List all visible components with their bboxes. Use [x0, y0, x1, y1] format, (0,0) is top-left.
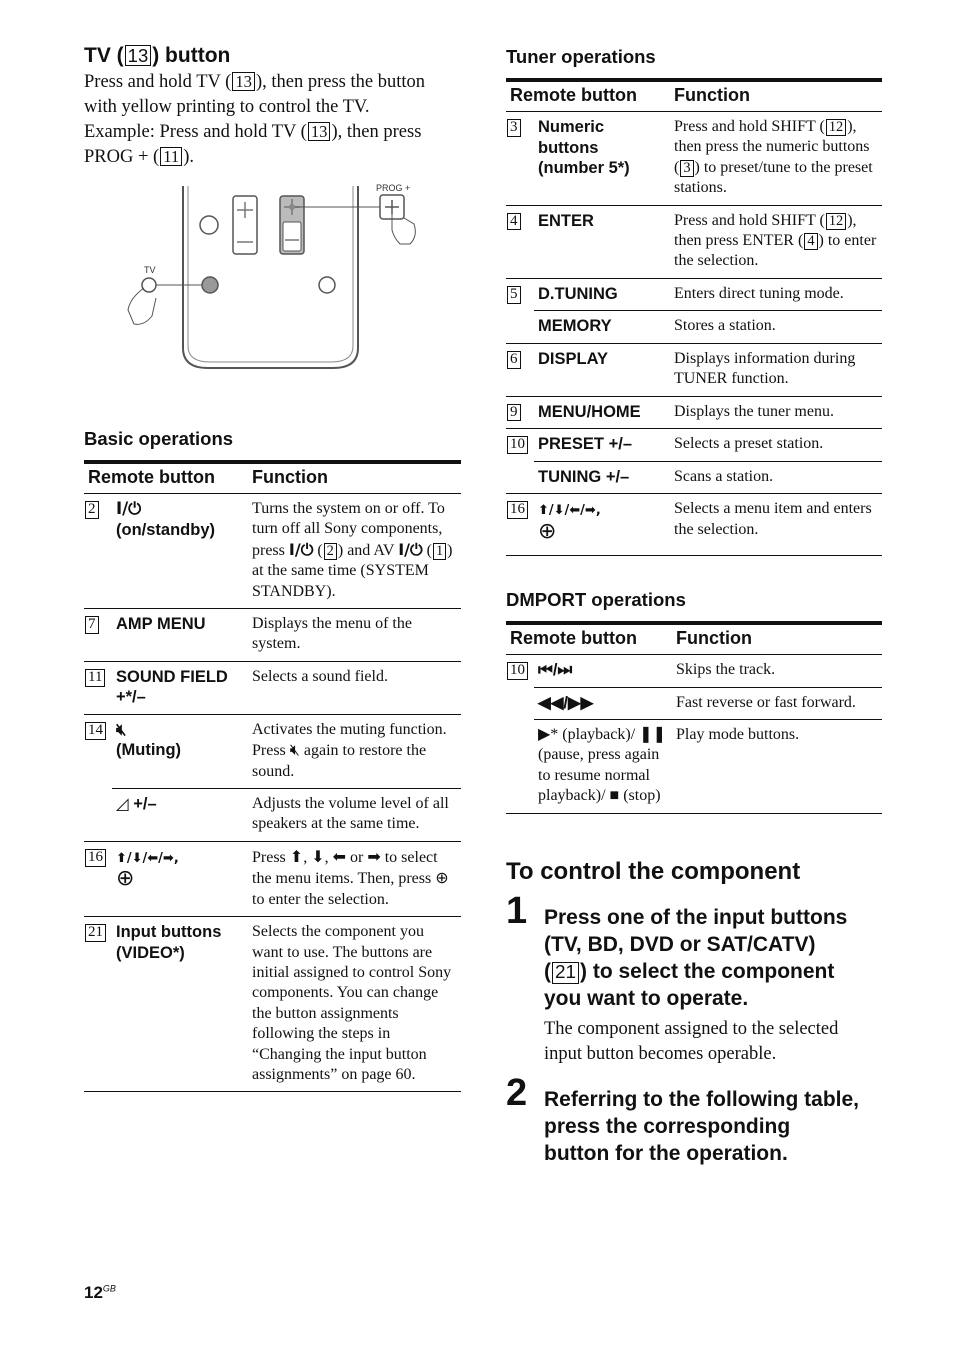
mute-icon: 🔇︎	[116, 719, 127, 739]
control-heading: To control the component	[506, 858, 801, 885]
table-row: 7 AMP MENU Displays the menu of the system.	[84, 609, 461, 662]
volume-icon: ◿	[116, 794, 129, 814]
table-row: 16 ⬆/⬇/⬅/➡, ⊕ Selects a menu item and enters the selection.	[506, 494, 882, 556]
col-header: Function	[248, 462, 461, 494]
remote-illustration	[118, 178, 438, 378]
table-row: 16 ⬆/⬇/⬅/➡, ⊕ Press ⬆, ⬇, ⬅ or ➡ to select the menu items. Then, press ⊕ to enter the selection.	[84, 841, 461, 916]
enter-icon: ⊕	[116, 866, 135, 892]
table-row: 11 SOUND FIELD +*/– Selects a sound field.	[84, 661, 461, 714]
table-row: 9 MENU/HOME Displays the tuner menu.	[506, 396, 882, 429]
dmport-operations-title: DMPORT operations	[506, 589, 686, 610]
table-row: MEMORY Stores a station.	[506, 311, 882, 344]
tv-label: TV	[144, 265, 156, 275]
tv-button-heading: TV ( 13 ) button	[84, 44, 231, 67]
table-row: 10 PRESET +/– Selects a preset station.	[506, 429, 882, 462]
mute-icon: 🔇︎	[289, 740, 300, 760]
page-number: $12^{GB}$	[84, 1283, 116, 1302]
step-2-text: Referring to the following table, press the corresponding button for the operation.	[544, 1088, 859, 1165]
tuner-operations-table	[506, 78, 882, 556]
table-row: TUNING +/– Scans a station.	[506, 461, 882, 494]
dmport-operations-table	[506, 621, 882, 814]
tuner-operations-title: Tuner operations	[506, 46, 656, 67]
col-header: Remote button	[506, 623, 672, 655]
col-header: Function	[672, 623, 882, 655]
step-1-text: Press one of the input buttons (TV, BD, DVD or SAT/CATV) ( 21 ) to select the component you want to operate.	[544, 906, 848, 1010]
basic-operations-table	[84, 460, 461, 1092]
step-1-body: The component assigned to the selected input button becomes operable.	[544, 1019, 839, 1064]
table-row: 10 ⏮/⏭ Skips the track.	[506, 655, 882, 688]
col-header: Remote button	[84, 462, 248, 494]
table-row: ◀◀/▶▶ Fast reverse or fast forward.	[506, 687, 882, 720]
prog-plus-label: PROG +	[376, 183, 411, 193]
step-2-number: 2	[506, 1072, 528, 1114]
table-row: 3 Numeric buttons (number 5*) Press and hold SHIFT ( 12 ), then press the numeric buttons ( 3 ) to preset/tune to the preset stations.	[506, 112, 882, 206]
col-header: Function	[670, 80, 882, 112]
table-row: ▶* (playback)/ ❚❚ (pause, press again to resume normal playback)/ ■ (stop) Play mode buttons.	[506, 720, 882, 814]
table-row: 5 D.TUNING Enters direct tuning mode.	[506, 278, 882, 311]
table-row: ◿ +/– Adjusts the volume level of all speakers at the same time.	[84, 789, 461, 842]
table-row: 2 I/⏻ (on/standby) Turns the system on or off. To turn off all Sony components, press I/⏻ ( 2 ) and AV I/⏻ ( 1 ) at the same time (SYSTEM STANDBY).	[84, 494, 461, 609]
basic-operations-title: Basic operations	[84, 428, 234, 449]
col-header: Remote button	[506, 80, 670, 112]
table-row: 21 Input buttons (VIDEO*) Selects the component you want to use. The buttons are initial assigned to control Sony components. You can change the button assignments following the steps in “Changing the input button assignments” on page 60.	[84, 917, 461, 1092]
table-row: 6 DISPLAY Displays information during TUNER function.	[506, 343, 882, 396]
table-row: 4 ENTER Press and hold SHIFT ( 12 ), then press ENTER ( 4 ) to enter the selection.	[506, 205, 882, 278]
enter-icon: ⊕	[538, 518, 557, 544]
table-row: 14 🔇︎ (Muting) Activates the muting function. Press 🔇︎ again to restore the sound.	[84, 714, 461, 788]
tv-instructions: Press and hold TV ( 13 ), then press the button with yellow printing to control the TV. Example: Press and hold TV ( 13 ), then press PROG + ( 11 ).	[84, 72, 426, 167]
step-1-number: 1	[506, 890, 528, 932]
